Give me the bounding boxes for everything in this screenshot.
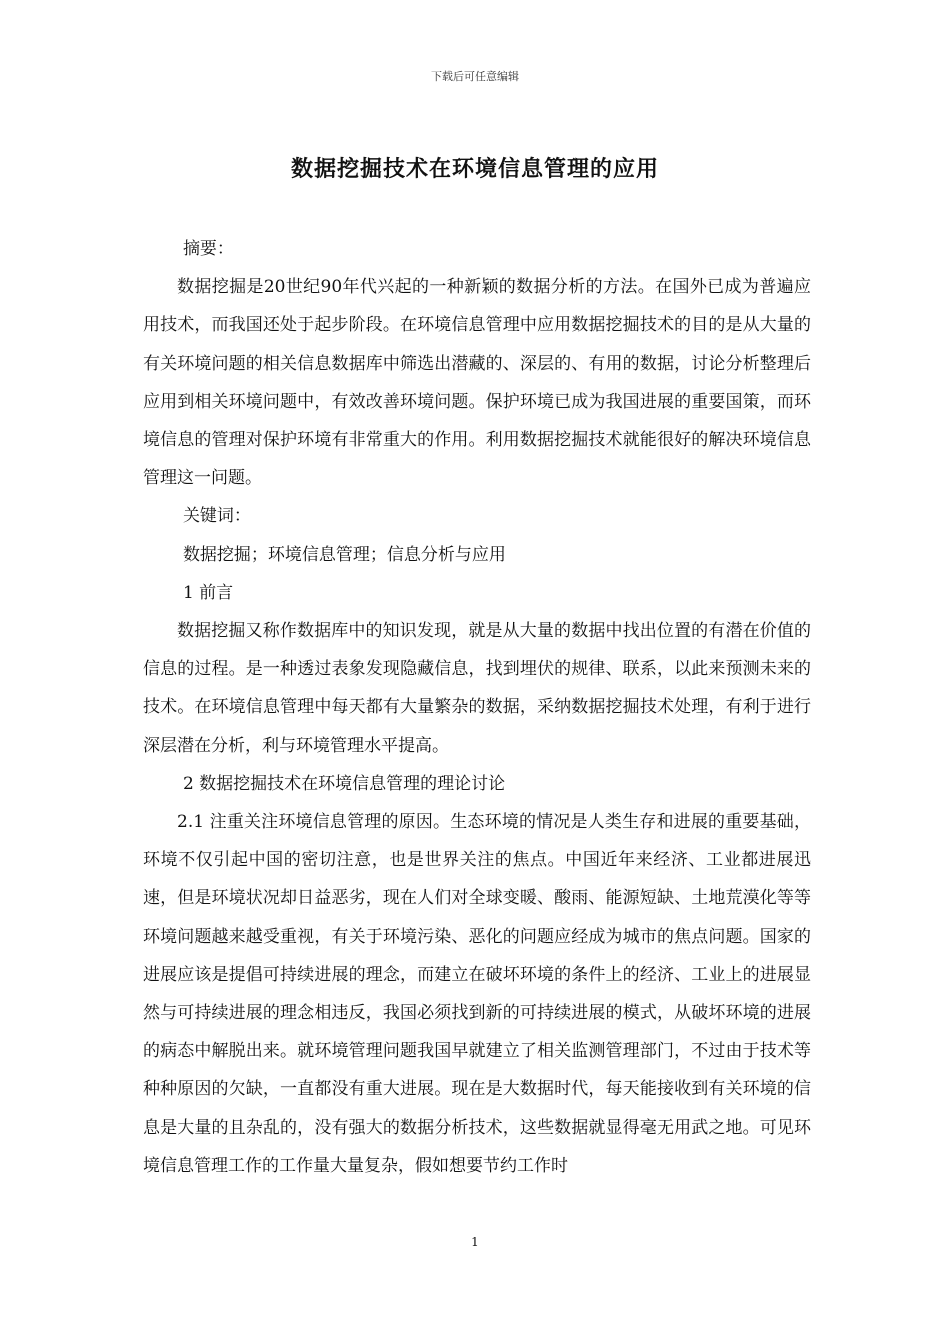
section-1-heading: 1 前言: [182, 582, 234, 603]
section-2-heading: 2 数据挖掘技术在环境信息管理的理论讨论: [182, 773, 506, 794]
abstract-paragraph: 数据挖掘是20世纪90年代兴起的一种新颖的数据分析的方法。在国外已成为普遍应用技术，而我国还处于起步阶段。在环境信息管理中应用数据挖掘技术的目的是从大量的有关环境问题的相关信息数据库中筛选出潜藏的、深层的、有用的数据，讨论分析整理后应用到相关环境问题中，有效改善环境问题。保护环境已成为我国进展的重要国策，而环境信息的管理对保护环境有非常重大的作用。利用数据挖掘技术就能很好的解决环境信息管理这一问题。: [143, 277, 811, 489]
document-body: [143, 230, 811, 1185]
page-number: 1: [471, 1235, 479, 1249]
keywords-list: 数据挖掘；环境信息管理；信息分析与应用: [182, 544, 506, 565]
section-2-1-paragraph: 2.1 注重关注环境信息管理的原因。生态环境的情况是人类生存和进展的重要基础，环境不仅引起中国的密切注意，也是世界关注的焦点。中国近年来经济、工业都进展迅速，但是环境状况却日益恶劣，现在人们对全球变暖、酸雨、能源短缺、土地荒漠化等等环境问题越来越受重视，有关于环境污染、恶化的问题应经成为城市的焦点问题。国家的进展应该是提倡可持续进展的理念，而建立在破坏环境的条件上的经济、工业上的进展显然与可持续进展的理念相违反，我国必须找到新的可持续进展的模式，从破坏环境的进展的病态中解脱出来。就环境管理问题我国早就建立了相关监测管理部门，不过由于技术等种种原因的欠缺，一直都没有重大进展。现在是大数据时代，每天能接收到有关环境的信息是大量的且杂乱的，没有强大的数据分析技术，这些数据就显得毫无用武之地。可见环境信息管理工作的工作量大量复杂，假如想要节约工作时: [143, 812, 811, 1176]
section-1-paragraph: 数据挖掘又称作数据库中的知识发现，就是从大量的数据中找出位置的有潜在价值的信息的过程。是一种透过表象发现隐藏信息，找到埋伏的规律、联系，以此来预测未来的技术。在环境信息管理中每天都有大量繁杂的数据，采纳数据挖掘技术处理，有利于进行深层潜在分析，利与环境管理水平提高。: [143, 621, 811, 756]
page-header: 下载后可任意编辑: [431, 70, 519, 83]
abstract-label: 摘要：: [182, 239, 234, 259]
document-title: 数据挖掘技术在环境信息管理的应用: [290, 156, 659, 182]
keywords-label: 关键词：: [182, 506, 251, 527]
